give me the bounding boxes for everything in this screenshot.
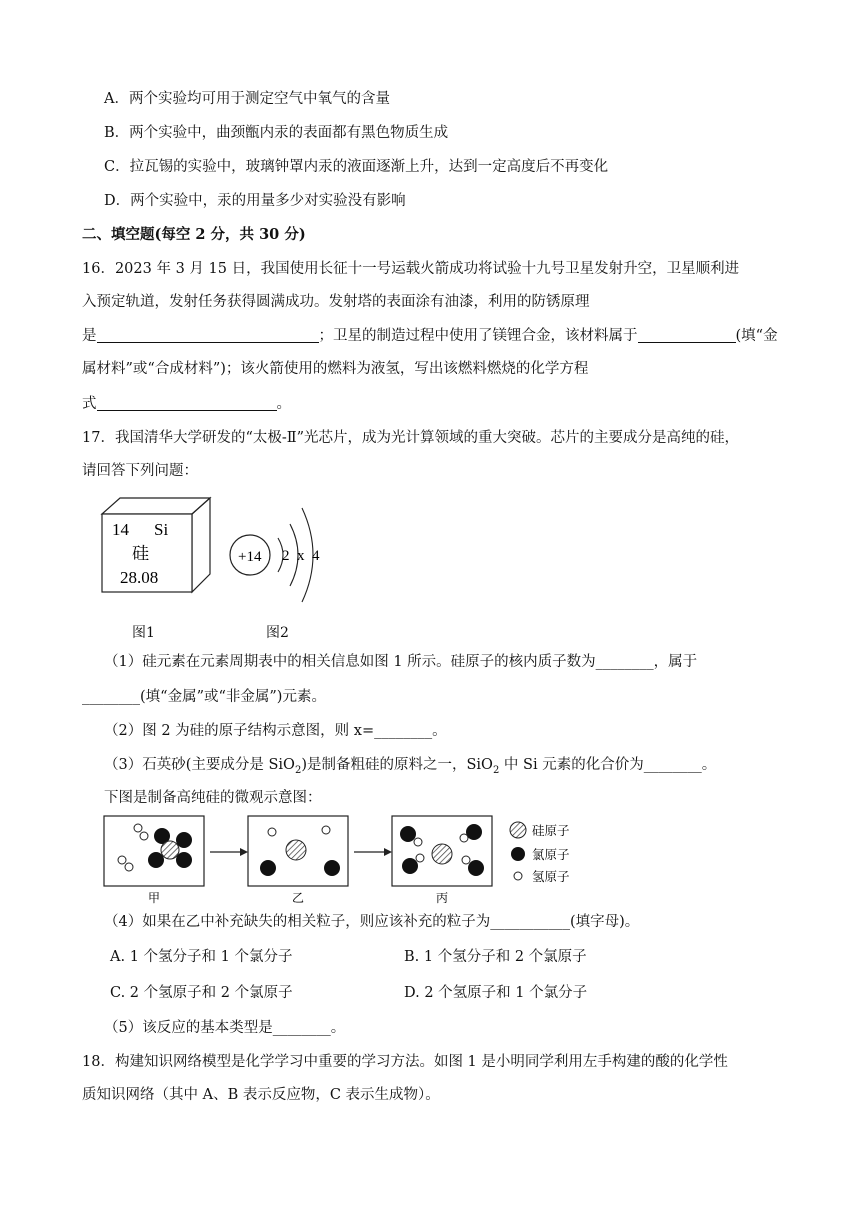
hydrogen-atom — [118, 856, 126, 864]
silicon-atom — [432, 844, 452, 864]
hydrogen-atom — [140, 832, 148, 840]
hydrogen-atom — [416, 854, 424, 862]
hydrogen-atom — [414, 838, 422, 846]
q16-line-5-end: 。 — [276, 396, 291, 412]
q17-option-d: D. 2 个氢原子和 1 个氯分子 — [404, 985, 588, 1001]
silicon-atom — [286, 840, 306, 860]
q18-line-2: 质知识网络（其中 A、B 表示反应物，C 表示生成物）。 — [82, 1087, 440, 1103]
q17-part-2: （2）图 2 为硅的原子结构示意图，则 x=________。 — [104, 723, 447, 739]
q17-part-3-mid: )是制备粗硅的原料之一，SiO — [301, 757, 493, 773]
hydrogen-atom — [322, 826, 330, 834]
q17-part-3-sub2: 2 — [492, 764, 500, 776]
fig1-caption: 图1 — [132, 625, 155, 641]
nucleus-charge: +14 — [238, 549, 262, 565]
legend-hydrogen-label: 氢原子 — [532, 869, 570, 884]
legend-chlorine-label: 氯原子 — [532, 847, 570, 862]
q16-line-4: 属材料”或“合成材料”)；该火箭使用的燃料为液氢，写出该燃料燃烧的化学方程 — [82, 361, 589, 377]
silicon-atom — [161, 841, 179, 859]
q15-option-d: D．两个实验中，汞的用量多少对实验没有影响 — [104, 193, 406, 209]
legend-hydrogen-icon — [514, 872, 522, 880]
micro-reaction-diagram — [100, 812, 590, 908]
section-title: 二、填空题(每空 2 分，共 30 分) — [82, 226, 306, 243]
q16-line-3-start: 是 — [82, 328, 97, 344]
chlorine-atom — [324, 860, 340, 876]
q16-blank-1[interactable] — [97, 328, 319, 343]
q17-part-3 — [104, 755, 716, 781]
q16-line-3 — [82, 326, 778, 346]
q16-line-2: 入预定轨道，发射任务获得圆满成功。发射塔的表面涂有油漆，利用的防锈原理 — [82, 294, 590, 310]
shell-1-electrons: 2 — [282, 548, 290, 564]
hydrogen-atom — [268, 828, 276, 836]
q17-line-2: 请回答下列问题： — [82, 463, 198, 479]
q18-line-1: 18．构建知识网络模型是化学学习中重要的学习方法。如图 1 是小明同学利用左手构建的酸的化学性 — [82, 1054, 728, 1070]
q17-line-1: 17．我国清华大学研发的“太极-Ⅱ”光芯片，成为光计算领域的重大突破。芯片的主要成分是高纯的硅， — [82, 430, 740, 446]
q15-option-a: A．两个实验均可用于测定空气中氧气的含量 — [104, 91, 390, 107]
q17-part-3-pre: （3）石英砂(主要成分是 SiO — [104, 757, 295, 773]
element-name: 硅 — [132, 544, 149, 564]
hydrogen-atom — [134, 824, 142, 832]
q16-line-1: 16．2023 年 3 月 15 日，我国使用长征十一号运载火箭成功将试验十九号卫星发射升空，卫星顺利进 — [82, 261, 740, 277]
q17-part-1a: （1）硅元素在元素周期表中的相关信息如图 1 所示。硅原子的核内质子数为________，属于 — [104, 654, 698, 670]
q17-part-5: （5）该反应的基本类型是________。 — [104, 1020, 346, 1036]
micro-intro: 下图是制备高纯硅的微观示意图： — [104, 790, 322, 806]
element-mass: 28.08 — [120, 568, 159, 587]
hydrogen-atom — [462, 856, 470, 864]
legend-chlorine-icon — [511, 847, 525, 861]
legend-silicon-label: 硅原子 — [532, 823, 570, 838]
fig2-caption: 图2 — [266, 625, 289, 641]
q16-blank-3[interactable] — [97, 396, 277, 411]
chlorine-atom — [260, 860, 276, 876]
shell-3-electrons: 4 — [312, 548, 320, 564]
q16-line-3-end: (填“金 — [735, 328, 778, 344]
chlorine-atom — [468, 860, 484, 876]
q15-option-c: C．拉瓦锡的实验中，玻璃钟罩内汞的液面逐渐上升，达到一定高度后不再变化 — [104, 159, 609, 175]
q16-blank-2[interactable] — [638, 328, 736, 343]
shell-2-electrons: x — [297, 548, 305, 564]
atom-structure-figure — [226, 500, 330, 606]
q17-part-4: （4）如果在乙中补充缺失的相关粒子，则应该补充的粒子为___________(填字母)。 — [104, 914, 640, 930]
hydrogen-atom — [125, 863, 133, 871]
chlorine-atom — [400, 826, 416, 842]
label-yi: 乙 — [292, 891, 305, 905]
hydrogen-atom — [460, 834, 468, 842]
q17-option-a: A. 1 个氢分子和 1 个氯分子 — [110, 949, 293, 965]
q15-option-b: B．两个实验中，曲颈甑内汞的表面都有黑色物质生成 — [104, 125, 449, 141]
q17-option-b: B. 1 个氢分子和 2 个氯原子 — [404, 949, 587, 965]
q16-line-3-mid: ；卫星的制造过程中使用了镁锂合金，该材料属于 — [318, 328, 638, 344]
label-bing: 丙 — [436, 891, 449, 905]
chlorine-atom — [402, 858, 418, 874]
q17-option-c: C. 2 个氢原子和 2 个氯原子 — [110, 985, 293, 1001]
element-number: 14 — [112, 520, 129, 539]
legend-silicon-icon — [510, 822, 526, 838]
q16-line-5-start: 式 — [82, 396, 97, 412]
q16-line-5 — [82, 394, 291, 414]
q17-part-3-sub: 2 — [294, 764, 302, 776]
periodic-cell-figure — [98, 496, 214, 600]
label-jia: 甲 — [148, 891, 161, 905]
box-jia — [104, 816, 204, 886]
q17-part-3-post: 中 Si 元素的化合价为________。 — [499, 757, 717, 773]
element-symbol: Si — [154, 520, 169, 539]
q17-part-1b: ________(填“金属”或“非金属”)元素。 — [82, 689, 326, 705]
